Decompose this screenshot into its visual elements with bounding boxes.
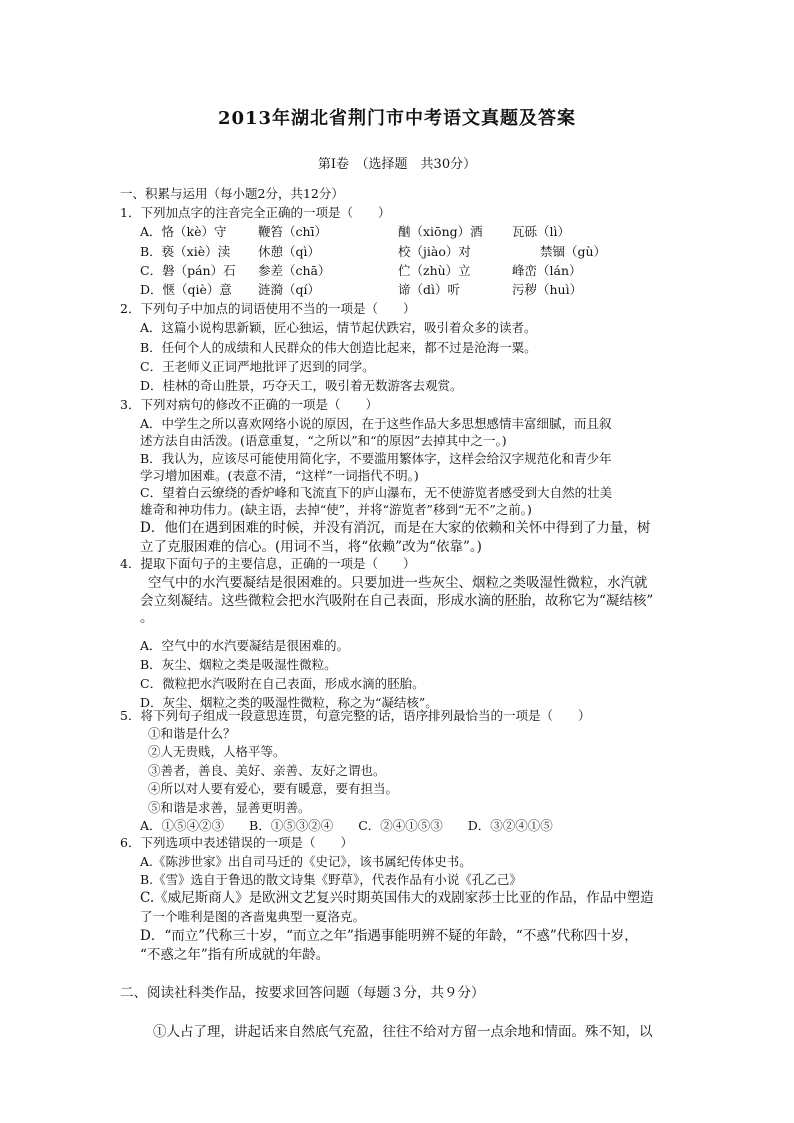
q5-sentence-2: ②人无贵贱，人格平等。 [148, 744, 286, 759]
q6-option-a: A.《陈涉世家》出自司马迁的《史记》，该书属纪传体史书。 [140, 854, 472, 869]
q1-option-d-2: 涟漪（qí） [258, 282, 320, 297]
question-2-stem: 2．下列句子中加点的词语使用不当的一项是（ ） [120, 301, 416, 316]
q5-sentence-3: ③善者，善良、美好、亲善、友好之谓也。 [148, 763, 386, 778]
q6-option-b: B.《雪》选自于鲁迅的散文诗集《野草》，代表作品有小说《孔乙己》 [140, 872, 522, 887]
q6-option-d-line1: D．“而立”代称三十岁，“而立之年”指遇事能明辨不疑的年龄，“不惑”代称四十岁， [140, 928, 638, 944]
q1-option-d-1: D．惬（qiè）意 [140, 282, 232, 297]
q1-option-b-1: B．亵（xiè）渎 [140, 244, 231, 259]
q4-passage-line1: 空气中的水汽要凝结是很困难的。只要加进一些灰尘、烟粒之类吸湿性微粒，水汽就 [148, 575, 648, 591]
q1-option-a-1: A．恪（kè）守 [140, 224, 227, 239]
q1-option-b-4: 禁锢（gù） [540, 244, 607, 259]
q4-option-c: C．微粒把水汽吸附在自己表面，形成水滴的胚胎。 [140, 676, 425, 691]
section-two-heading: 二、阅读社科类作品，按要求回答问题（每题３分，共９分） [120, 985, 485, 1001]
document-title: 2013年湖北省荆门市中考语文真题及答案 [217, 108, 577, 129]
q3-option-c-line1: C．望着白云缭绕的香炉峰和飞流直下的庐山瀑布，无不使游览者感受到大自然的壮美 [140, 485, 613, 500]
question-6-stem: 6．下列选项中表述错误的一项是（ ） [120, 835, 353, 850]
q2-option-b: B．任何个人的成绩和人民群众的伟大创造比起来，都不过是沧海一粟。 [140, 340, 537, 355]
q5-sentence-4: ④所以对人要有爱心，要有暖意，要有担当。 [148, 781, 399, 796]
q3-option-a-line1: A．中学生之所以喜欢网络小说的原因，在于这些作品大多思想感情丰富细腻，而且叙 [140, 416, 612, 431]
q3-option-c-line2: 雄奇和神功伟力。(缺主语，去掉“使”，并将“游览者”移到“无不”之前。) [140, 502, 532, 517]
q2-option-d: D．桂林的奇山胜景，巧夺天工，吸引着无数游客去观赏。 [140, 378, 463, 393]
q3-option-b-line1: B．我认为，应该尽可能使用简化字，不要滥用繁体字，这样会给汉字规范化和青少年 [140, 451, 612, 466]
q4-passage-line3: 。 [140, 610, 154, 626]
question-4-stem: 4．提取下面句子的主要信息，正确的一项是（ ） [120, 556, 416, 571]
q2-option-a: A．这篇小说构思新颖，匠心独运，情节起伏跌宕，吸引着众多的读者。 [140, 320, 537, 335]
q3-option-a-line2: 述方法自由活泼。(语意重复，“之所以”和“的原因”去掉其中之一。) [140, 433, 507, 448]
question-3-stem: 3．下列对病句的修改不正确的一项是（ ） [120, 397, 378, 412]
question-1-stem: 1．下列加点字的注音完全正确的一项是（ ） [120, 205, 391, 220]
q2-option-c: C．王老师义正词严地批评了迟到的同学。 [140, 359, 375, 374]
q1-option-b-2: 休憩（qì） [258, 244, 320, 259]
q4-passage-line2: 会立刻凝结。这些微粒会把水汽吸附在自己表面，形成水滴的胚胎，故称它为“凝结核” [140, 593, 654, 609]
q3-option-d-line1: D．他们在遇到困难的时候，并没有消沉，而是在大家的依赖和关怀中得到了力量，树 [140, 520, 651, 536]
q5-sentence-1: ①和谐是什么？ [148, 726, 236, 741]
section-one-heading: 一、积累与运用（每小题2分，共12分） [120, 186, 344, 201]
q4-option-a: A．空气中的水汽要凝结是很困难的。 [140, 638, 350, 653]
question-5-stem: 5．将下列句子组成一段意思连贯，句意完整的话，语序排列最恰当的一项是（ ） [120, 708, 591, 723]
q3-option-d-line2: 立了克服困难的信心。(用词不当，将“依赖”改为“依靠”。) [140, 539, 482, 555]
part-one-subtitle: 第Ⅰ卷 （选择题 共30分） [317, 157, 477, 172]
q1-option-c-3: 伫（zhù）立 [398, 263, 471, 278]
q4-option-d: D．灰尘、烟粒之类的吸湿性微粒，称之为“凝结核”。 [140, 695, 438, 710]
q1-option-c-4: 峰峦（lán） [512, 263, 582, 278]
q1-option-a-4: 瓦砾（lì） [512, 224, 570, 239]
q6-option-c-line1: C.《威尼斯商人》是欧洲文艺复兴时期英国伟大的戏剧家莎士比亚的作品，作品中塑造 [140, 890, 654, 906]
q1-option-a-3: 酗（xiōng）酒 [398, 224, 483, 239]
q1-option-d-4: 污秽（huì） [512, 282, 583, 297]
q6-option-c-line2: 了一个唯利是图的吝啬鬼典型一夏洛克。 [140, 909, 366, 924]
q4-option-b: B．灰尘、烟粒之类是吸湿性微粒。 [140, 657, 337, 672]
q6-option-d-line2: “不惑之年”指有所成就的年龄。 [140, 947, 330, 963]
q1-option-b-3: 校（jiào）对 [398, 244, 471, 259]
q1-option-d-3: 谛（dì）听 [398, 282, 460, 297]
q3-option-b-line2: 学习增加困难。(表意不清，“这样”一词指代不明。) [140, 468, 419, 483]
q1-option-a-2: 鞭笞（chī） [258, 224, 328, 239]
section-two-paragraph-1: ①人占了理，讲起话来自然底气充盈，往往不给对方留一点余地和情面。殊不知，以 [153, 1024, 653, 1040]
q5-sentence-5: ⑤和谐是求善，显善更明善。 [148, 800, 311, 815]
q1-option-c-2: 参差（chā） [258, 263, 331, 278]
q1-option-c-1: C．磐（pán）石 [140, 263, 236, 278]
q5-options: A．①⑤④②③ B．①⑤③②④ C．②④①⑤③ D．③②④①⑤ [140, 818, 553, 833]
